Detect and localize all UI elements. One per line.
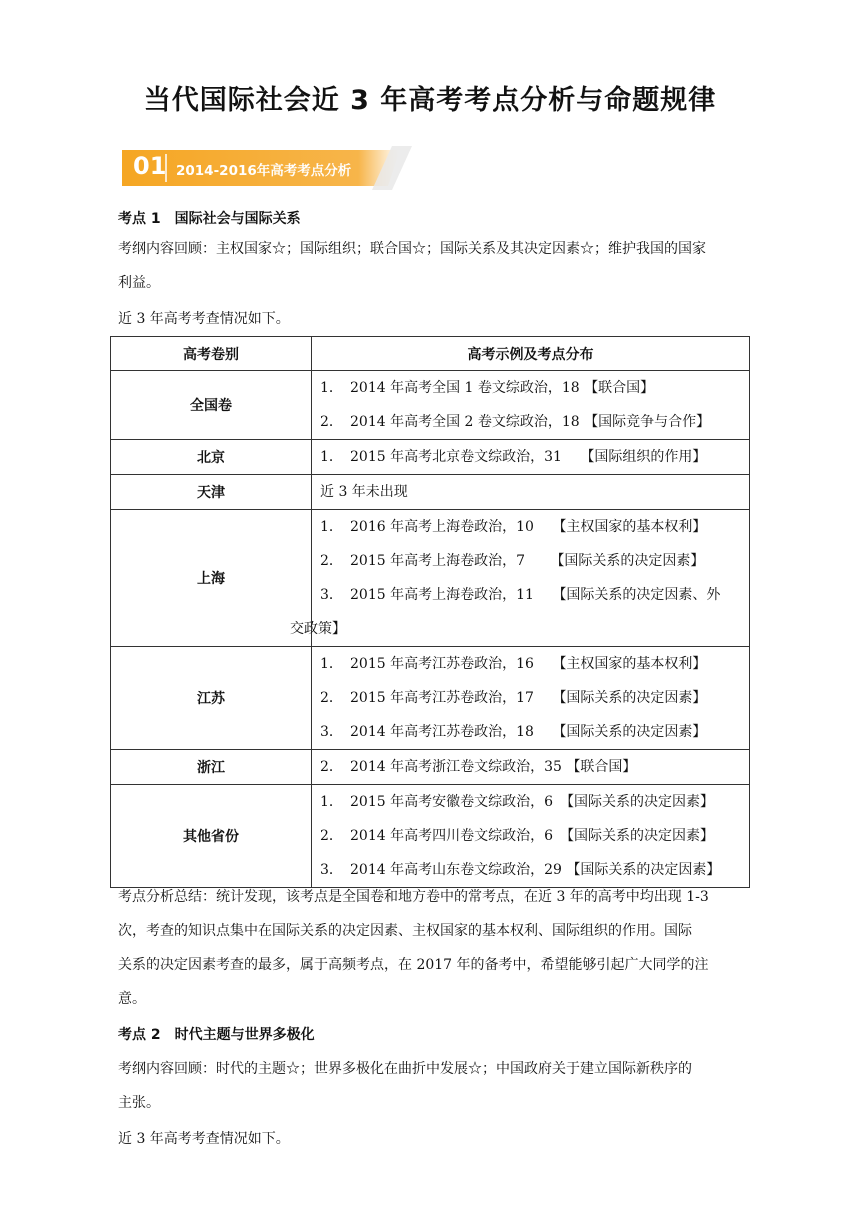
col-header-region: 高考卷别 <box>111 337 312 371</box>
list-item: 2． 2015 年高考上海卷政治，7 【国际关系的决定因素】 <box>320 553 705 569</box>
topic2-intro: 近 3 年高考考查情况如下。 <box>118 1131 290 1147</box>
examples-cell <box>312 440 750 475</box>
summary-line2: 次，考查的知识点集中在国际关系的决定因素、主权国家的基本权利、国际组织的作用。国际 <box>118 923 692 939</box>
region-cell: 天津 <box>111 475 312 510</box>
region-cell: 浙江 <box>111 750 312 785</box>
table-row <box>111 647 750 750</box>
list-item: 1． 2015 年高考北京卷文综政治，31 【国际组织的作用】 <box>320 449 707 465</box>
examples-cell <box>290 510 750 647</box>
topic2-outline-line2: 主张。 <box>118 1095 160 1111</box>
topic1-outline-line1: 考纲内容回顾：主权国家☆；国际组织；联合国☆；国际关系及其决定因素☆；维护我国的国家 <box>118 241 706 257</box>
topic1-intro: 近 3 年高考考查情况如下。 <box>118 311 290 327</box>
list-item: 近 3 年未出现 <box>320 484 408 500</box>
examples-cell <box>312 750 750 785</box>
examples-cell <box>312 371 750 440</box>
list-item: 2． 2015 年高考江苏卷政治，17 【国际关系的决定因素】 <box>320 690 707 706</box>
list-item: 1． 2015 年高考安徽卷文综政治，6 【国际关系的决定因素】 <box>320 794 714 810</box>
examples-cell <box>312 647 750 750</box>
table-row <box>111 371 750 440</box>
list-item: 3． 2015 年高考上海卷政治，11 【国际关系的决定因素、外 <box>320 587 721 603</box>
region-cell: 北京 <box>111 440 312 475</box>
topic1-heading: 考点 1 国际社会与国际关系 <box>118 211 301 227</box>
exam-table <box>110 336 750 888</box>
region-cell: 上海 <box>111 510 312 647</box>
list-item: 2． 2014 年高考浙江卷文综政治，35 【联合国】 <box>320 759 637 775</box>
banner-number: 01 <box>133 152 167 180</box>
list-item: 1． 2015 年高考江苏卷政治，16 【主权国家的基本权利】 <box>320 656 707 672</box>
examples-cell <box>312 475 750 510</box>
table-row <box>111 510 750 647</box>
list-item-continuation: 交政策】 <box>290 621 346 637</box>
section-banner <box>122 146 412 190</box>
region-cell: 江苏 <box>111 647 312 750</box>
list-item: 3． 2014 年高考山东卷文综政治，29 【国际关系的决定因素】 <box>320 862 721 878</box>
topic1-outline-line2: 利益。 <box>118 275 160 291</box>
examples-cell <box>312 785 750 888</box>
list-item: 2． 2014 年高考全国 2 卷文综政治，18 【国际竞争与合作】 <box>320 414 711 430</box>
list-item: 3． 2014 年高考江苏卷政治，18 【国际关系的决定因素】 <box>320 724 707 740</box>
topic2-heading: 考点 2 时代主题与世界多极化 <box>118 1027 315 1043</box>
region-cell: 全国卷 <box>111 371 312 440</box>
banner-text: 2014-2016年高考考点分析 <box>176 163 352 179</box>
col-header-examples: 高考示例及考点分布 <box>312 337 750 371</box>
summary-line1: 考点分析总结：统计发现，该考点是全国卷和地方卷中的常考点，在近 3 年的高考中均出现 1-3 <box>118 889 709 905</box>
page-title: 当代国际社会近 3 年高考考点分析与命题规律 <box>143 85 717 116</box>
table-header-row <box>111 337 750 371</box>
table-row <box>111 440 750 475</box>
region-cell: 其他省份 <box>111 785 312 888</box>
table-row <box>111 750 750 785</box>
list-item: 1． 2016 年高考上海卷政治，10 【主权国家的基本权利】 <box>320 519 707 535</box>
table-row <box>111 785 750 888</box>
table-row <box>111 475 750 510</box>
topic2-outline-line1: 考纲内容回顾：时代的主题☆；世界多极化在曲折中发展☆；中国政府关于建立国际新秩序的 <box>118 1061 692 1077</box>
summary-line4: 意。 <box>118 991 146 1007</box>
summary-line3: 关系的决定因素考查的最多，属于高频考点，在 2017 年的备考中，希望能够引起广大同学的注 <box>118 957 709 973</box>
list-item: 1． 2014 年高考全国 1 卷文综政治，18 【联合国】 <box>320 380 655 396</box>
list-item: 2． 2014 年高考四川卷文综政治，6 【国际关系的决定因素】 <box>320 828 714 844</box>
